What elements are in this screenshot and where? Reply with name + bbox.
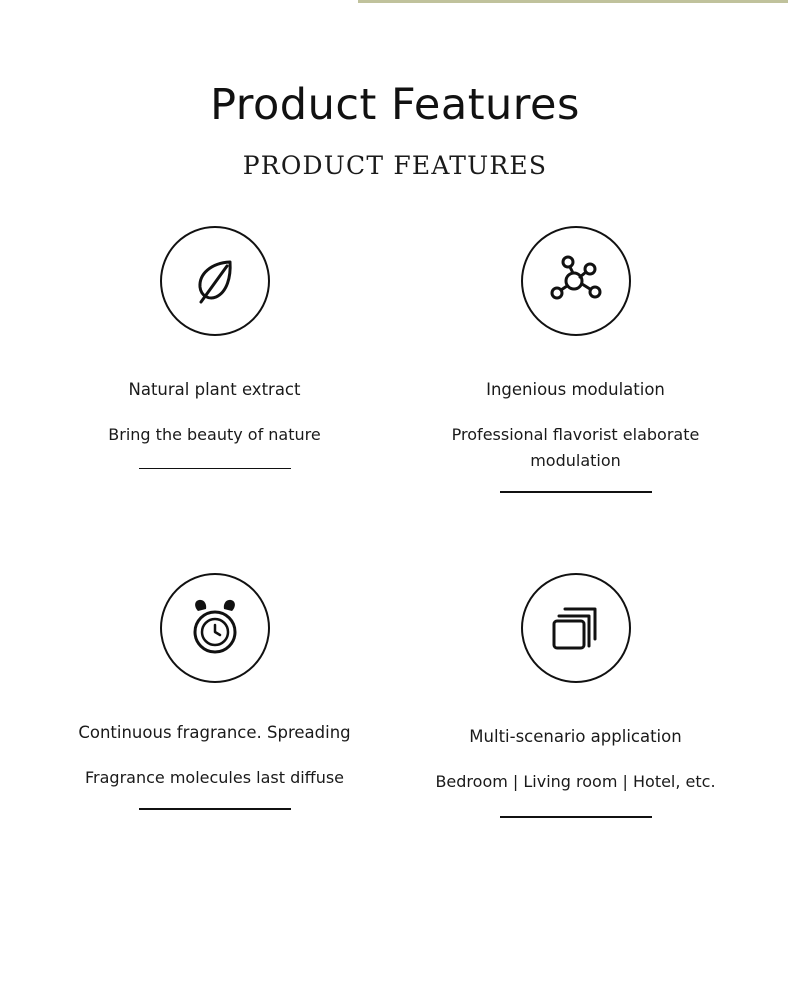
alarm-clock-icon (160, 573, 270, 683)
feature-divider (500, 816, 652, 818)
feature-item (395, 226, 756, 493)
feature-item (395, 573, 756, 818)
feature-description: Bedroom | Living room | Hotel, etc. (435, 771, 716, 791)
feature-divider (500, 491, 652, 493)
feature-item (34, 226, 395, 493)
feature-divider (139, 468, 291, 470)
feature-description: Bring the beauty of nature (108, 425, 321, 445)
feature-title: Ingenious modulation (486, 380, 665, 400)
leaf-icon (160, 226, 270, 336)
feature-title: Continuous fragrance. Spreading (78, 722, 351, 742)
feature-description: Professional flavorist elaborate modulation (451, 425, 700, 470)
page-title: Product Features (210, 80, 580, 130)
layers-icon (521, 573, 631, 683)
feature-item (34, 573, 395, 818)
features-grid (0, 226, 790, 818)
page-subtitle: PRODUCT FEATURES (242, 151, 548, 181)
feature-title: Natural plant extract (128, 380, 301, 400)
page-heading (0, 0, 790, 180)
feature-title: Multi-scenario application (469, 726, 682, 746)
feature-divider (139, 808, 291, 810)
molecule-icon (521, 226, 631, 336)
feature-description: Fragrance molecules last diffuse (84, 767, 345, 787)
